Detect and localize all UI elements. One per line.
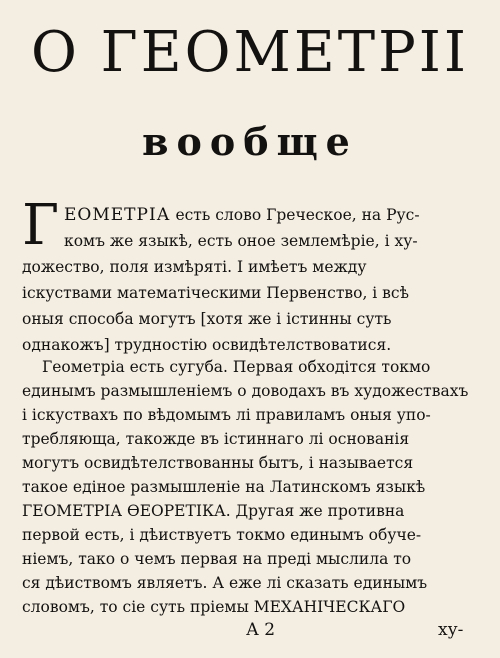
text-line: іскуствами математіческими Первенство, і всѣ — [22, 284, 409, 302]
text-line: комъ же языкѣ, есть оное землемѣріе, і ху- — [64, 232, 418, 250]
text-line: требляюща, такожде въ істиннаго лі основанія — [22, 430, 410, 448]
text-line: однакожъ] трудностію освидѣтелствоватися. — [22, 336, 392, 354]
text-line: могутъ освидѣтелствованны бытъ, і называется — [22, 454, 414, 472]
page-subtitle: вообще — [142, 119, 358, 164]
text-line — [64, 204, 420, 226]
text-line: оныя способа могутъ [хотя же і істинны суть — [22, 310, 392, 328]
page-title: О ГЕОМЕТРІІ — [30, 20, 470, 85]
text-line: словомъ, то сіе суть пріемы МЕХАНІЧЕСКАГО — [22, 598, 406, 616]
text-line: ніемъ, тако о чемъ первая на преді мыслила то — [22, 550, 412, 568]
lead-word: ЕОМЕТРІА — [64, 205, 171, 225]
text-line: ГЕОМЕТРІА ѲЕОРЕТІКА. Другая же противна — [22, 502, 405, 520]
text-line: такое едіное размышленіе на Латинскомъ языкѣ — [22, 478, 426, 496]
drop-cap: Г — [22, 193, 60, 258]
text-line: дожество, поля измѣряті. І имѣетъ между — [22, 258, 367, 276]
signature-mark: А 2 — [246, 620, 276, 640]
text-line: первой есть, і дѣиствуетъ токмо единымъ обуче- — [22, 526, 422, 544]
line-text: есть слово Греческое, на Рус- — [170, 206, 420, 224]
text-line: і іскуствахъ по вѣдомымъ лі правиламъ оныя упо- — [22, 406, 431, 424]
text-line: единымъ размышленіемъ о доводахъ въ художествахъ — [22, 382, 469, 400]
text-line: Геометріа есть сугуба. Первая обходітся токмо — [42, 358, 431, 376]
text-line: ся дѣиствомъ являетъ. А еже лі сказать единымъ — [22, 574, 428, 592]
catchword: ху- — [438, 620, 464, 640]
